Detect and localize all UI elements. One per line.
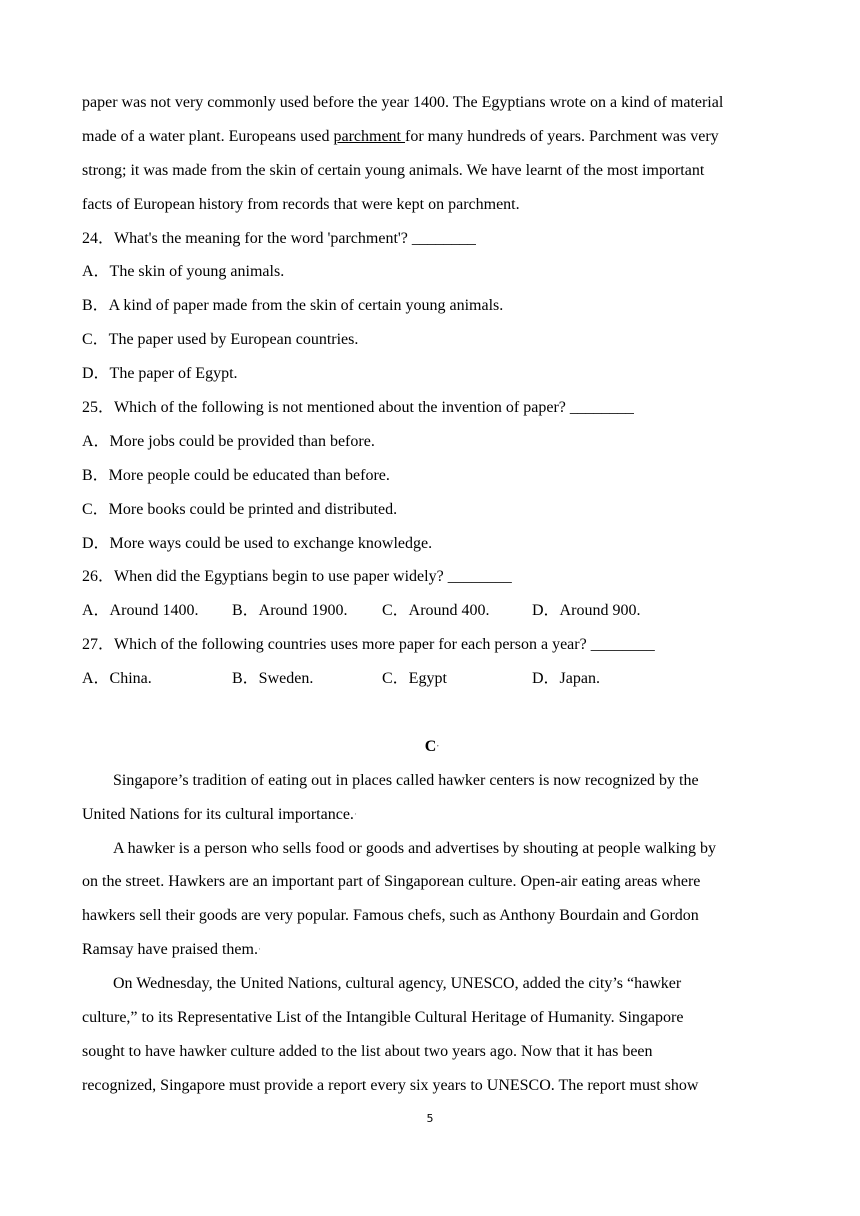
paragraph-mark-icon: · [257, 944, 261, 955]
question-25-stem: 25．Which of the following is not mentioned about the invention of paper? ________ [82, 399, 634, 417]
question-26-option-d: D．Around 900. [532, 602, 641, 620]
question-25-option-b: B．More people could be educated than before. [82, 466, 390, 484]
question-27-option-d: D．Japan. [532, 670, 600, 688]
underlined-word-parchment: parchment [333, 127, 405, 145]
question-26-option-a: A．Around 1400. [82, 602, 199, 620]
question-27-options [82, 662, 782, 696]
paragraph-3-line: On Wednesday, the United Nations, cultural agency, UNESCO, added the city’s “hawker [113, 975, 682, 993]
passage-line [82, 120, 782, 154]
question-26-option-b: B．Around 1900. [232, 602, 348, 620]
paragraph-2-line [82, 933, 782, 967]
passage-text: made of a water plant. Europeans used [82, 127, 334, 145]
paragraph-2-line: on the street. Hawkers are an important part of Singaporean culture. Open-air eating areas where [82, 873, 701, 891]
question-24-option-d: D．The paper of Egypt. [82, 365, 238, 383]
passage-line: facts of European history from records that were kept on parchment. [82, 195, 520, 213]
question-27-option-a: A．China. [82, 670, 152, 688]
paragraph-3-line: recognized, Singapore must provide a report every six years to UNESCO. The report must show [82, 1076, 699, 1094]
question-24-stem: 24．What's the meaning for the word 'parchment'? ________ [82, 229, 476, 247]
paragraph-2-line: hawkers sell their goods are very popular. Famous chefs, such as Anthony Bourdain and Gordon [82, 907, 699, 925]
section-c-heading [82, 730, 782, 764]
section-c-heading-text: C [424, 737, 437, 755]
question-27-stem: 27．Which of the following countries uses more paper for each person a year? ________ [82, 636, 655, 654]
paragraph-2-line: A hawker is a person who sells food or goods and advertises by shouting at people walking by [113, 839, 717, 857]
question-26-options [82, 594, 782, 628]
question-27-option-b: B．Sweden. [232, 670, 314, 688]
paragraph-3-line: sought to have hawker culture added to the list about two years ago. Now that it has been [82, 1042, 653, 1060]
paragraph-3-line: culture,” to its Representative List of the Intangible Cultural Heritage of Humanity. Singapore [82, 1009, 684, 1027]
page-number: 5 [426, 1112, 434, 1125]
question-27-option-c: C．Egypt [382, 670, 447, 688]
section-spacer [82, 696, 782, 730]
paragraph-mark-icon: · [353, 808, 357, 819]
paragraph-mark-icon: · [436, 740, 440, 751]
question-24-option-b: B．A kind of paper made from the skin of certain young animals. [82, 297, 504, 315]
passage-line: strong; it was made from the skin of certain young animals. We have learnt of the most important [82, 161, 705, 179]
paragraph-1-line [82, 798, 782, 832]
paragraph-2-text: Ramsay have praised them. [82, 941, 258, 959]
question-24-option-a: A．The skin of young animals. [82, 263, 285, 281]
question-25-option-a: A．More jobs could be provided than before. [82, 432, 375, 450]
passage-line: paper was not very commonly used before the year 1400. The Egyptians wrote on a kind of material [82, 94, 724, 111]
passage-text: for many hundreds of years. Parchment was very [405, 127, 719, 145]
question-26-stem: 26．When did the Egyptians begin to use paper widely? ________ [82, 568, 512, 586]
paragraph-1-text: United Nations for its cultural importance. [82, 805, 354, 823]
question-26-option-c: C．Around 400. [382, 602, 490, 620]
paragraph-1-line: Singapore’s tradition of eating out in places called hawker centers is now recognized by the [113, 771, 699, 789]
question-25-option-d: D．More ways could be used to exchange knowledge. [82, 534, 433, 552]
document-page [82, 86, 782, 1103]
question-25-option-c: C．More books could be printed and distributed. [82, 500, 398, 518]
question-24-option-c: C．The paper used by European countries. [82, 331, 359, 349]
